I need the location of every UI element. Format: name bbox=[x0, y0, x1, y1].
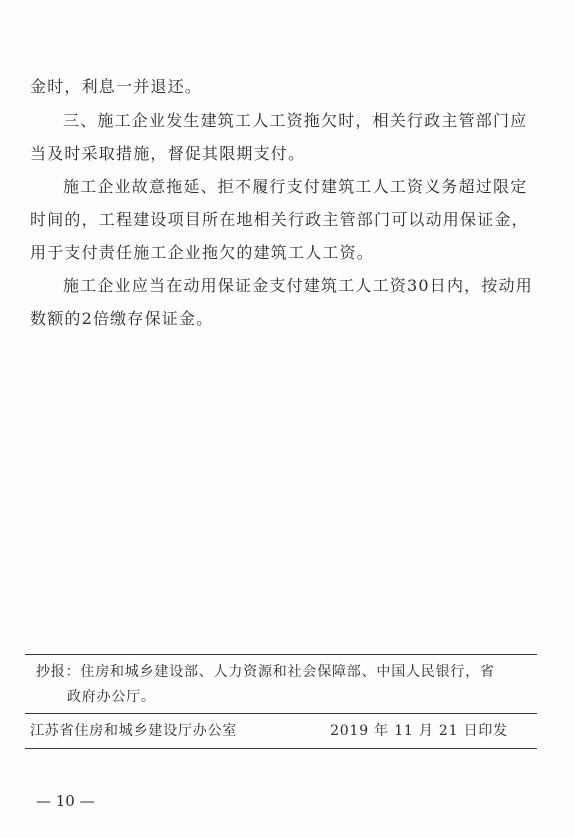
body-paragraph: 施工企业故意拖延、拒不履行支付建筑工人工资义务超过限定时间的，工程建设项目所在地相关行政主管部门可以动用保证金，用于支付责任施工企业拖欠的建筑工人工资。 bbox=[30, 177, 529, 262]
page-number: — 10 — bbox=[36, 792, 95, 810]
cc-recipients-line: 抄报：住房和城乡建设部、人力资源和社会保障部、中国人民银行，省 bbox=[36, 664, 495, 680]
footer-divider-middle bbox=[25, 713, 537, 714]
footer-divider-bottom bbox=[25, 748, 537, 749]
footer-divider-top bbox=[25, 654, 537, 655]
issue-date: 2019 年 11 月 21 日印发 bbox=[330, 723, 508, 739]
issuing-office: 江苏省住房和城乡建设厅办公室 bbox=[30, 723, 238, 739]
body-paragraph: 三、施工企业发生建筑工人工资拖欠时，相关行政主管部门应当及时采取措施，督促其限期支付。 bbox=[30, 111, 528, 163]
body-paragraph: 金时，利息一并退还。 bbox=[30, 77, 203, 96]
cc-recipients-line: 政府办公厅。 bbox=[67, 689, 156, 705]
body-paragraph: 施工企业应当在动用保证金支付建筑工人工资30日内，按动用数额的2倍缴存保证金。 bbox=[30, 276, 533, 328]
